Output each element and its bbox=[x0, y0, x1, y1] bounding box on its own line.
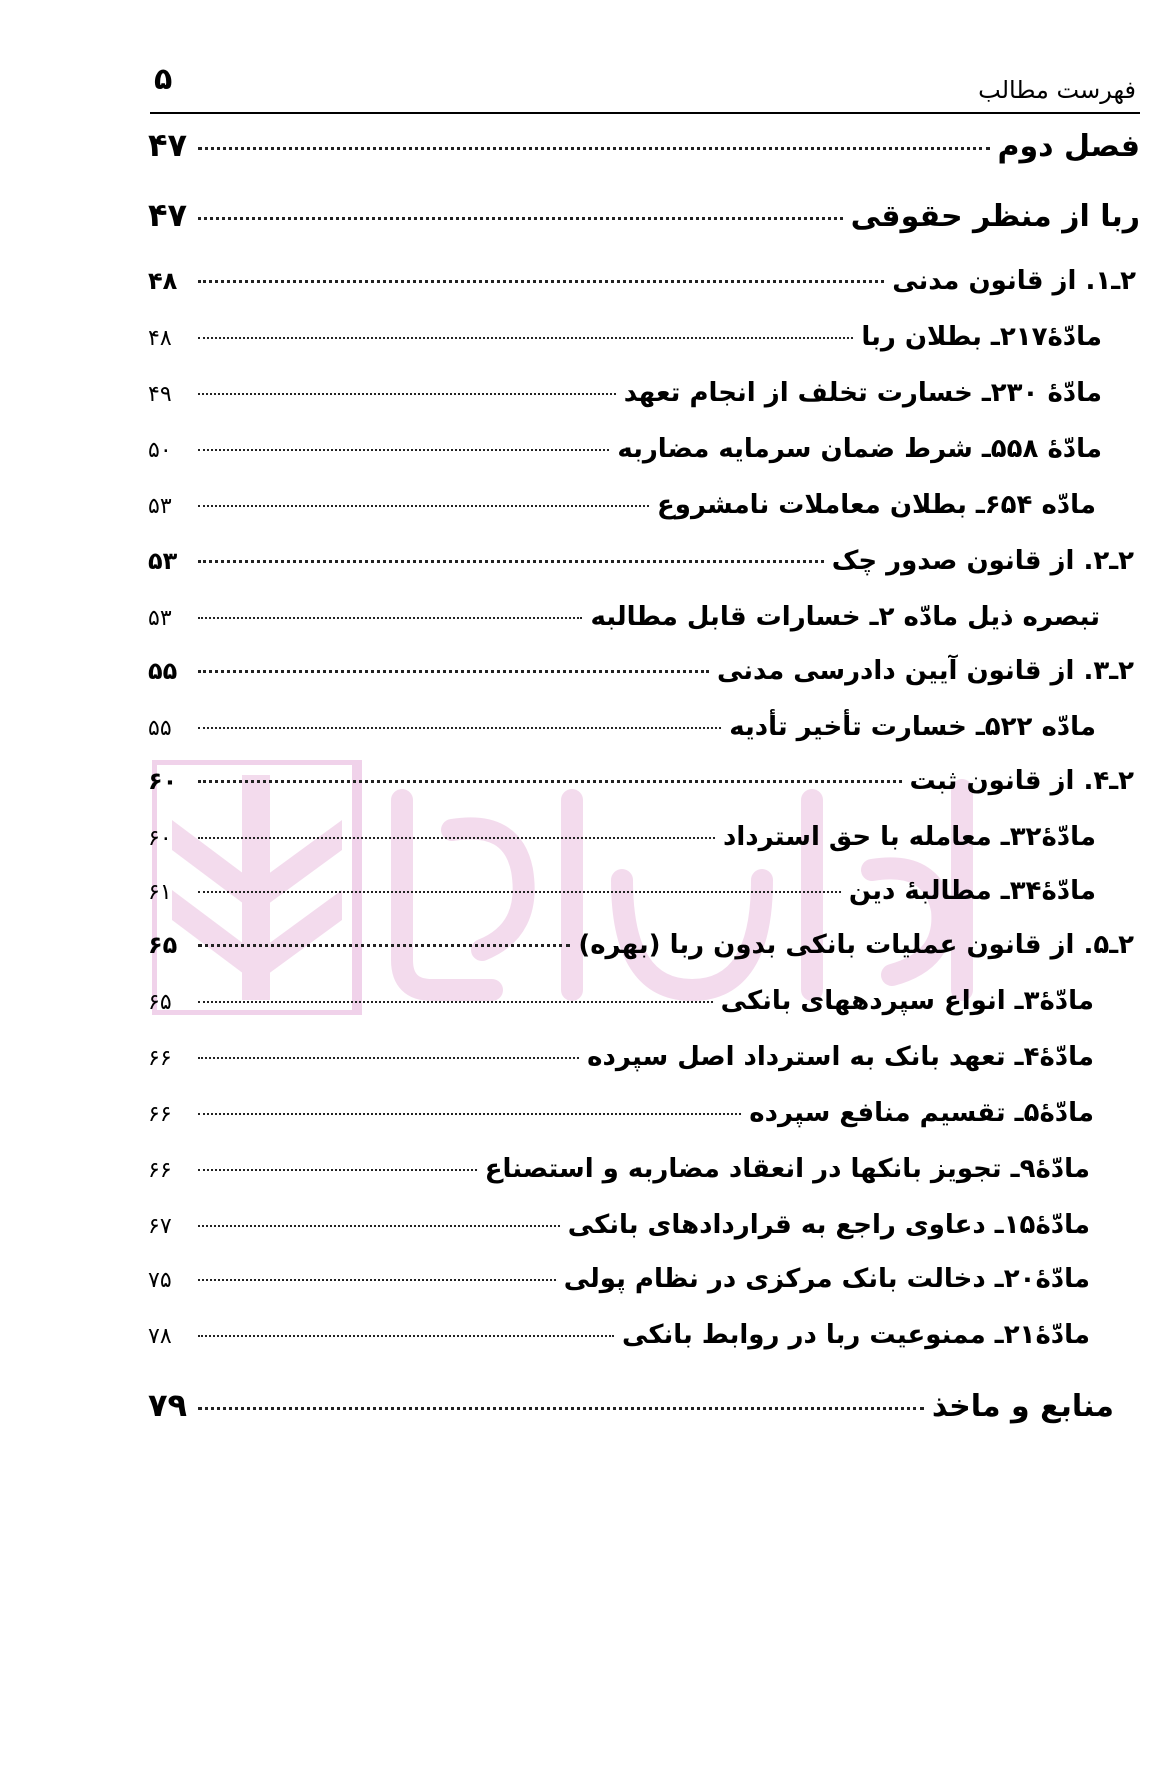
toc-entry-page: ۵۳ bbox=[148, 494, 172, 519]
dot-leader bbox=[198, 891, 841, 893]
dot-leader bbox=[198, 280, 884, 283]
toc-entry-title: مادّهٔ۹ـ تجویز بانکها در انعقاد مضاربه و استصناع bbox=[484, 1154, 1090, 1184]
toc-entry-item[interactable] bbox=[148, 1042, 1094, 1086]
toc-entry-section[interactable] bbox=[148, 656, 1134, 700]
dot-leader bbox=[198, 670, 709, 673]
dot-leader bbox=[198, 1001, 713, 1003]
toc-entry-page: ۴۷ bbox=[148, 196, 188, 234]
toc-entry-page: ۴۷ bbox=[148, 126, 188, 164]
toc-entry-title: مادّهٔ۲۱۷ـ بطلان ربا bbox=[861, 322, 1102, 352]
dot-leader bbox=[198, 147, 990, 150]
toc-entry-item[interactable] bbox=[148, 1154, 1090, 1198]
toc-entry-title: مادّهٔ۴ـ تعهد بانک به استرداد اصل سپرده bbox=[587, 1042, 1094, 1072]
toc-entry-title: مادّهٔ۵ـ تقسیم منافع سپرده bbox=[749, 1098, 1094, 1128]
toc-entry-title: ۲ـ۲. از قانون صدور چک bbox=[831, 546, 1134, 576]
dot-leader bbox=[198, 560, 824, 563]
toc-entry-chapter[interactable] bbox=[148, 126, 1140, 170]
toc-entry-title: مادّهٔ۳۲ـ معامله با حق استرداد bbox=[723, 822, 1096, 852]
dot-leader bbox=[198, 337, 853, 339]
dot-leader bbox=[198, 1225, 560, 1227]
toc-entry-title: مادّهٔ ۵۵۸ـ شرط ضمان سرمایه مضاربه bbox=[617, 434, 1102, 464]
toc-entry-section[interactable] bbox=[148, 546, 1134, 590]
dot-leader bbox=[198, 1169, 477, 1171]
toc-entry-item[interactable] bbox=[148, 822, 1096, 866]
toc-entry-item[interactable] bbox=[148, 1264, 1090, 1308]
dot-leader bbox=[198, 449, 609, 451]
toc-entry-item[interactable] bbox=[148, 1320, 1090, 1364]
toc-entry-page: ۶۱ bbox=[148, 880, 172, 905]
dot-leader bbox=[198, 505, 649, 507]
toc-entry-item[interactable] bbox=[148, 490, 1096, 534]
toc-entry-title: تبصره ذیل مادّه ۲ـ خسارات قابل مطالبه bbox=[590, 602, 1100, 632]
toc-entry-title: مادّهٔ۲۱ـ ممنوعیت ربا در روابط بانکی bbox=[622, 1320, 1090, 1350]
toc-entry-page: ۶۰ bbox=[148, 767, 178, 795]
toc-entry-item[interactable] bbox=[148, 712, 1096, 756]
toc-entry-section[interactable] bbox=[148, 266, 1136, 310]
toc-entry-page: ۷۹ bbox=[148, 1386, 188, 1424]
page-number: ۵ bbox=[154, 62, 173, 97]
dot-leader bbox=[198, 1335, 614, 1337]
dot-leader bbox=[198, 617, 582, 619]
toc-entry-item[interactable] bbox=[148, 986, 1094, 1030]
toc-entry-page: ۶۶ bbox=[148, 1158, 172, 1183]
dot-leader bbox=[198, 393, 616, 395]
toc-entry-item[interactable] bbox=[148, 876, 1096, 920]
toc-entry-page: ۵۵ bbox=[148, 716, 172, 741]
toc-entry-page: ۷۸ bbox=[148, 1324, 172, 1349]
toc-entry-title: ۲ـ۳. از قانون آیین دادرسی مدنی bbox=[716, 656, 1134, 686]
toc-entry-title: مادّه ۵۲۲ـ خسارت تأخیر تأدیه bbox=[729, 712, 1096, 742]
toc-entry-title: مادّهٔ۳ـ انواع سپردههای بانکی bbox=[720, 986, 1094, 1016]
toc-entry-title: مادّهٔ۲۰ـ دخالت بانک مرکزی در نظام پولی bbox=[563, 1264, 1090, 1294]
dot-leader bbox=[198, 1057, 579, 1059]
toc-entry-section[interactable] bbox=[148, 930, 1134, 974]
toc-entry-title: ۲ـ۵. از قانون عملیات بانکی بدون ربا (بهره) bbox=[578, 930, 1134, 960]
toc-entry-item[interactable] bbox=[148, 1210, 1090, 1254]
dot-leader bbox=[198, 780, 902, 783]
toc-entry-page: ۵۵ bbox=[148, 657, 178, 685]
toc-entry-page: ۷۵ bbox=[148, 1268, 172, 1293]
running-title: فهرست مطالب bbox=[978, 76, 1136, 104]
toc-entry-title: مادّهٔ۳۴ـ مطالبهٔ دین bbox=[848, 876, 1096, 906]
toc-entry-item[interactable] bbox=[148, 322, 1102, 366]
toc-entry-item[interactable] bbox=[148, 1098, 1094, 1142]
toc-entry-page: ۴۹ bbox=[148, 382, 172, 407]
toc-entry-page: ۵۳ bbox=[148, 606, 172, 631]
toc-entry-item[interactable] bbox=[148, 602, 1100, 646]
toc-entry-page: ۶۵ bbox=[148, 990, 172, 1015]
toc-entry-item[interactable] bbox=[148, 378, 1102, 422]
toc-entry-section[interactable] bbox=[148, 766, 1134, 810]
toc-entry-item[interactable] bbox=[148, 434, 1102, 478]
toc-entry-chapter[interactable] bbox=[148, 196, 1140, 240]
toc-entry-page: ۶۵ bbox=[148, 931, 178, 959]
toc-entry-page: ۶۷ bbox=[148, 1214, 172, 1239]
toc-entry-title: مادّه ۶۵۴ـ بطلان معاملات نامشروع bbox=[657, 490, 1096, 520]
toc-entry-title: منابع و ماخذ bbox=[931, 1389, 1114, 1424]
toc-entry-page: ۵۰ bbox=[148, 438, 172, 463]
dot-leader bbox=[198, 1407, 924, 1410]
dot-leader bbox=[198, 1279, 556, 1281]
toc-entry-title: ۲ـ۱. از قانون مدنی bbox=[892, 266, 1136, 296]
toc-entry-page: ۶۰ bbox=[148, 826, 172, 851]
toc-entry-page: ۶۶ bbox=[148, 1046, 172, 1071]
dot-leader bbox=[198, 837, 715, 839]
dot-leader bbox=[198, 944, 570, 947]
toc-entry-title: ۲ـ۴. از قانون ثبت bbox=[909, 766, 1134, 796]
dot-leader bbox=[198, 727, 721, 729]
dot-leader bbox=[198, 217, 843, 220]
toc-entry-page: ۴۸ bbox=[148, 326, 172, 351]
toc-entry-page: ۶۶ bbox=[148, 1102, 172, 1127]
toc-entry-title: مادّهٔ۱۵ـ دعاوی راجع به قراردادهای بانکی bbox=[567, 1210, 1090, 1240]
toc-entry-chapter[interactable] bbox=[148, 1386, 1114, 1430]
toc-entry-title: مادّهٔ ۲۳۰ـ خسارت تخلف از انجام تعهد bbox=[623, 378, 1102, 408]
toc-entry-page: ۴۸ bbox=[148, 267, 178, 295]
toc-entry-title: ربا از منظر حقوقی bbox=[850, 199, 1140, 234]
toc-entry-title: فصل دوم bbox=[997, 129, 1140, 164]
dot-leader bbox=[198, 1113, 741, 1115]
toc-entry-page: ۵۳ bbox=[148, 547, 178, 575]
